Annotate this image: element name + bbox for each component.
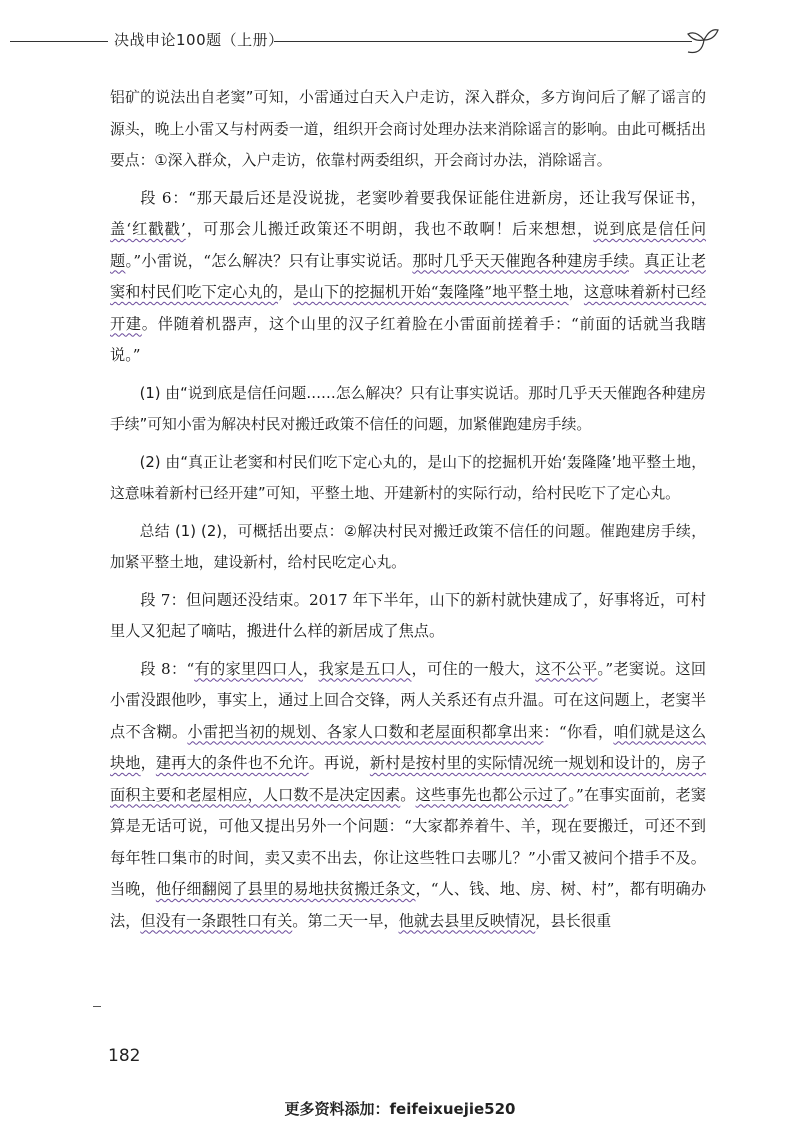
header-rule-left bbox=[10, 41, 108, 42]
page-body bbox=[110, 82, 706, 937]
highlighted-phrase: 他就去县里反映情况 bbox=[398, 911, 536, 930]
quoted-paragraph bbox=[110, 654, 706, 938]
highlighted-phrase: 是山下的挖掘机开始“轰隆隆”地平整土地 bbox=[293, 283, 569, 301]
quoted-paragraph bbox=[110, 183, 706, 372]
highlighted-phrase: 咱们就是这么块地 bbox=[110, 722, 707, 772]
text-run: 。 bbox=[400, 785, 416, 804]
highlighted-phrase: 有的家里四口人 bbox=[194, 659, 304, 678]
text-run: 总结 (1) (2)，可概括出要点：②解决村民对搬迁政策不信任的问题。催跑建房手续，加紧平整土地，建设新村，给村民吃定心丸。 bbox=[110, 522, 706, 571]
text-run: ：“你看， bbox=[543, 722, 614, 741]
highlighted-phrase: 我家是五口人 bbox=[318, 659, 412, 678]
text-run: 。”小雷说，“怎么解决？只有让事实说话。 bbox=[125, 251, 413, 270]
highlighted-phrase: 但没有一条跟牲口有关 bbox=[140, 911, 293, 930]
text-run: 。”老窦说。这回小雷没跟他吵，事实上，通过上回合交锋，两人关系还有点升温。可在这问题上，老窦半点不含糊。 bbox=[110, 659, 707, 741]
text-run: (1) 由“说到底是信任问题……怎么解决？只有让事实说话。那时几乎天天催跑各种建房手续”可知小雷为解决村民对搬迁政策不信任的问题，加紧催跑建房手续。 bbox=[110, 384, 706, 433]
page-header bbox=[0, 22, 800, 62]
text-run: (2) 由“真正让老窦和村民们吃下定心丸的，是山下的挖掘机开始‘轰隆隆’地平整土地，这意味着新村已经开建”可知，平整土地、开建新村的实际行动，给村民吃下了定心丸。 bbox=[110, 453, 706, 502]
text-run: ，县长很重 bbox=[535, 911, 612, 930]
highlighted-phrase: 小雷把当初的规划、各家人口数和老屋面积都拿出来 bbox=[187, 722, 544, 741]
text-run: 。伴随着机器声，这个山里的汉子红着脸在小雷面前搓着手：“前面的话就当我瞎说。” bbox=[110, 314, 706, 364]
quoted-paragraph bbox=[110, 585, 706, 648]
highlighted-phrase: 他仔细翻阅了县里的易地扶贫搬迁条文 bbox=[155, 880, 416, 898]
page-number: 182 bbox=[108, 1046, 141, 1066]
highlighted-phrase: 真正让老窦和村民们吃下定心丸的 bbox=[110, 251, 707, 301]
text-run: ，“人、钱、地、房、树、村”，都有明确办法， bbox=[110, 880, 707, 930]
text-run: ， bbox=[140, 754, 156, 772]
footer-note: 更多资料添加：feifeixuejie520 bbox=[284, 1100, 516, 1118]
text-run: ， bbox=[278, 283, 294, 301]
text-run: 。 bbox=[628, 251, 645, 270]
sprout-icon bbox=[682, 22, 722, 58]
highlighted-phrase: 这意味着新村已经开建 bbox=[110, 283, 707, 333]
text-run: 。”在事实面前，老窦算是无话可说，可他又提出另外一个问题：“大家都养着牛、羊，现在要搬迁，可还不到每年牲口集市的时间，卖又卖不出去，你让这些牲口去哪儿？”小雷又被问个措手不及。当晚， bbox=[110, 785, 707, 898]
text-run: 段 8：“ bbox=[140, 659, 195, 678]
text-run: ， bbox=[568, 283, 584, 301]
margin-mark bbox=[93, 1006, 101, 1007]
analysis-paragraph bbox=[110, 82, 706, 177]
analysis-paragraph bbox=[110, 516, 706, 579]
highlighted-phrase: 说到底是信任问题 bbox=[110, 220, 707, 270]
highlighted-phrase: 新村是按村里的实际情况统一规划和设计的，房子面积主要和老屋相应，人口数不是决定因素 bbox=[110, 754, 707, 804]
book-title: 决战申论100题（上册） bbox=[114, 31, 284, 49]
text-run: ， bbox=[303, 659, 319, 678]
text-run: 段 6：“那天最后还是没说拢，老窦吵着要我保证能住进新房，还让我写保证书， bbox=[140, 188, 706, 207]
text-run: ，可住的一般大， bbox=[411, 659, 536, 678]
header-rule-right bbox=[274, 41, 692, 42]
text-run: ，可那会儿搬迁政策还不明朗，我也不敢啊！后来想想， bbox=[185, 220, 594, 238]
text-run: 。再说， bbox=[308, 754, 370, 772]
highlighted-phrase: 建再大的条件也不允许 bbox=[155, 754, 309, 772]
text-run: 。第二天一早， bbox=[292, 911, 399, 930]
highlighted-phrase: 那时几乎天天催跑各种建房手续 bbox=[412, 251, 629, 270]
analysis-paragraph bbox=[110, 378, 706, 441]
analysis-paragraph bbox=[110, 447, 706, 510]
text-run: 铝矿的说法出自老窦”可知，小雷通过白天入户走访，深入群众，多方询问后了解了谣言的源头，晚上小雷又与村两委一道，组织开会商讨处理办法来消除谣言的影响。由此可概括出要点：①深入群众，入户走访，依靠村两委组织，开会商讨办法，消除谣言。 bbox=[110, 89, 706, 169]
text-run: 段 7：但问题还没结束。2017 年下半年，山下的新村就快建成了，好事将近，可村里人又犯起了嘀咕，搬进什么样的新居成了焦点。 bbox=[110, 590, 706, 640]
highlighted-phrase: 这不公平 bbox=[535, 659, 598, 678]
highlighted-phrase: 这些事先也都公示过了 bbox=[415, 785, 569, 804]
highlighted-phrase: 盖‘红戳戳’ bbox=[110, 220, 186, 238]
